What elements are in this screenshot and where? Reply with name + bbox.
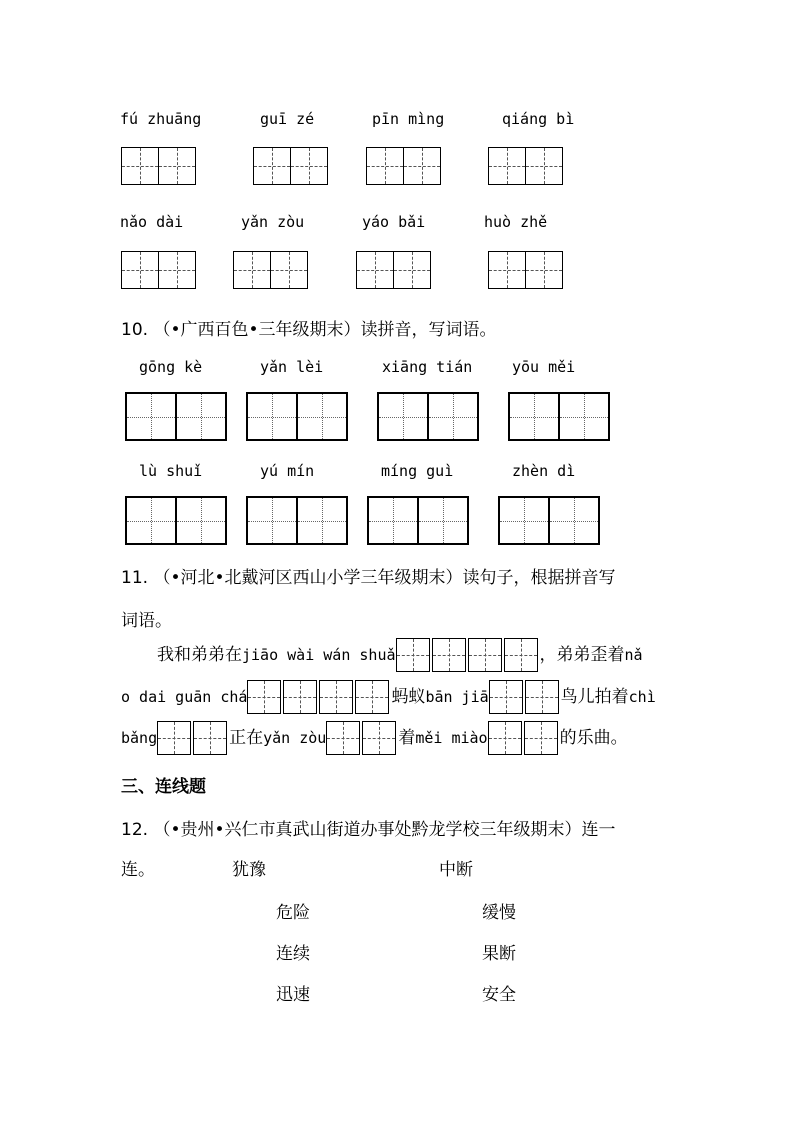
match-right-item[interactable]: 安全 bbox=[482, 985, 516, 1005]
pinyin-inline: nǎ bbox=[624, 646, 643, 664]
pinyin-inline: jiāo wài wán shuǎ bbox=[242, 646, 396, 664]
writing-grid[interactable] bbox=[488, 147, 563, 185]
writing-grid[interactable] bbox=[233, 251, 308, 289]
inline-writing-grid[interactable] bbox=[489, 680, 561, 714]
pinyin-label: zhèn dì bbox=[512, 462, 576, 480]
writing-grid[interactable] bbox=[356, 251, 431, 289]
match-right-item[interactable]: 果断 bbox=[482, 944, 516, 964]
pinyin-inline: yǎn zòu bbox=[263, 729, 327, 747]
match-left-item[interactable]: 连续 bbox=[276, 944, 310, 964]
question-title-cont: 词语。 bbox=[121, 611, 172, 631]
sentence-text: 鸟儿拍着 bbox=[560, 687, 629, 707]
pinyin-inline: bān jiā bbox=[425, 688, 489, 706]
writing-grid[interactable] bbox=[121, 251, 196, 289]
inline-writing-grid[interactable] bbox=[326, 721, 398, 755]
section-heading: 三、连线题 bbox=[121, 777, 206, 797]
pinyin-label: qiáng bì bbox=[502, 110, 575, 128]
match-right-item[interactable]: 缓慢 bbox=[482, 903, 516, 923]
match-right-item[interactable]: 中断 bbox=[439, 860, 473, 880]
pinyin-label: yǎn lèi bbox=[260, 358, 324, 376]
sentence-text: 我和弟弟在 bbox=[157, 645, 242, 665]
writing-grid[interactable] bbox=[125, 496, 227, 545]
question-title-cont: 连。 bbox=[121, 860, 155, 880]
pinyin-label: fú zhuāng bbox=[120, 110, 202, 128]
pinyin-label: míng guì bbox=[381, 462, 454, 480]
writing-grid[interactable] bbox=[246, 392, 348, 441]
sentence-line-1 bbox=[157, 638, 643, 674]
writing-grid[interactable] bbox=[508, 392, 610, 441]
pinyin-label: yǎn zòu bbox=[241, 213, 305, 231]
pinyin-label: gōng kè bbox=[139, 358, 203, 376]
pinyin-label: guī zé bbox=[260, 110, 315, 128]
pinyin-label: yōu měi bbox=[512, 358, 576, 376]
pinyin-inline: bǎng bbox=[121, 729, 158, 747]
match-left-item[interactable]: 犹豫 bbox=[232, 860, 266, 880]
question-title: 12. （•贵州•兴仁市真武山街道办事处黔龙学校三年级期末）连一 bbox=[121, 820, 616, 840]
sentence-text: 蚂蚁 bbox=[391, 687, 426, 707]
match-left-item[interactable]: 迅速 bbox=[276, 985, 310, 1005]
sentence-text: ，弟弟歪着 bbox=[539, 645, 625, 665]
sentence-text: 正在 bbox=[229, 728, 264, 748]
writing-grid[interactable] bbox=[125, 392, 227, 441]
question-title: 11. （•河北•北戴河区西山小学三年级期末）读句子，根据拼音写 bbox=[121, 568, 616, 588]
pinyin-label: huò zhě bbox=[484, 213, 548, 231]
inline-writing-grid[interactable] bbox=[488, 721, 560, 755]
pinyin-label: pīn mìng bbox=[372, 110, 445, 128]
pinyin-inline: měi miào bbox=[415, 729, 488, 747]
sentence-line-2 bbox=[121, 680, 656, 716]
pinyin-label: yáo bǎi bbox=[362, 213, 426, 231]
writing-grid[interactable] bbox=[253, 147, 328, 185]
pinyin-inline: chì bbox=[628, 688, 656, 706]
pinyin-label: xiāng tián bbox=[382, 358, 473, 376]
question-title: 10. （•广西百色•三年级期末）读拼音，写词语。 bbox=[121, 320, 497, 340]
sentence-line-3 bbox=[121, 721, 628, 757]
pinyin-label: nǎo dài bbox=[120, 213, 184, 231]
pinyin-label: lù shuǐ bbox=[139, 462, 203, 480]
writing-grid[interactable] bbox=[366, 147, 441, 185]
pinyin-label: yú mín bbox=[260, 462, 315, 480]
writing-grid[interactable] bbox=[498, 496, 600, 545]
writing-grid[interactable] bbox=[367, 496, 469, 545]
sentence-text: 着 bbox=[398, 728, 416, 748]
inline-writing-grid[interactable] bbox=[396, 638, 540, 672]
writing-grid[interactable] bbox=[121, 147, 196, 185]
pinyin-inline: o dai guān chá bbox=[121, 688, 248, 706]
writing-grid[interactable] bbox=[377, 392, 479, 441]
inline-writing-grid[interactable] bbox=[247, 680, 391, 714]
writing-grid[interactable] bbox=[488, 251, 563, 289]
sentence-text: 的乐曲。 bbox=[559, 728, 628, 748]
inline-writing-grid[interactable] bbox=[157, 721, 229, 755]
match-left-item[interactable]: 危险 bbox=[276, 903, 310, 923]
writing-grid[interactable] bbox=[246, 496, 348, 545]
